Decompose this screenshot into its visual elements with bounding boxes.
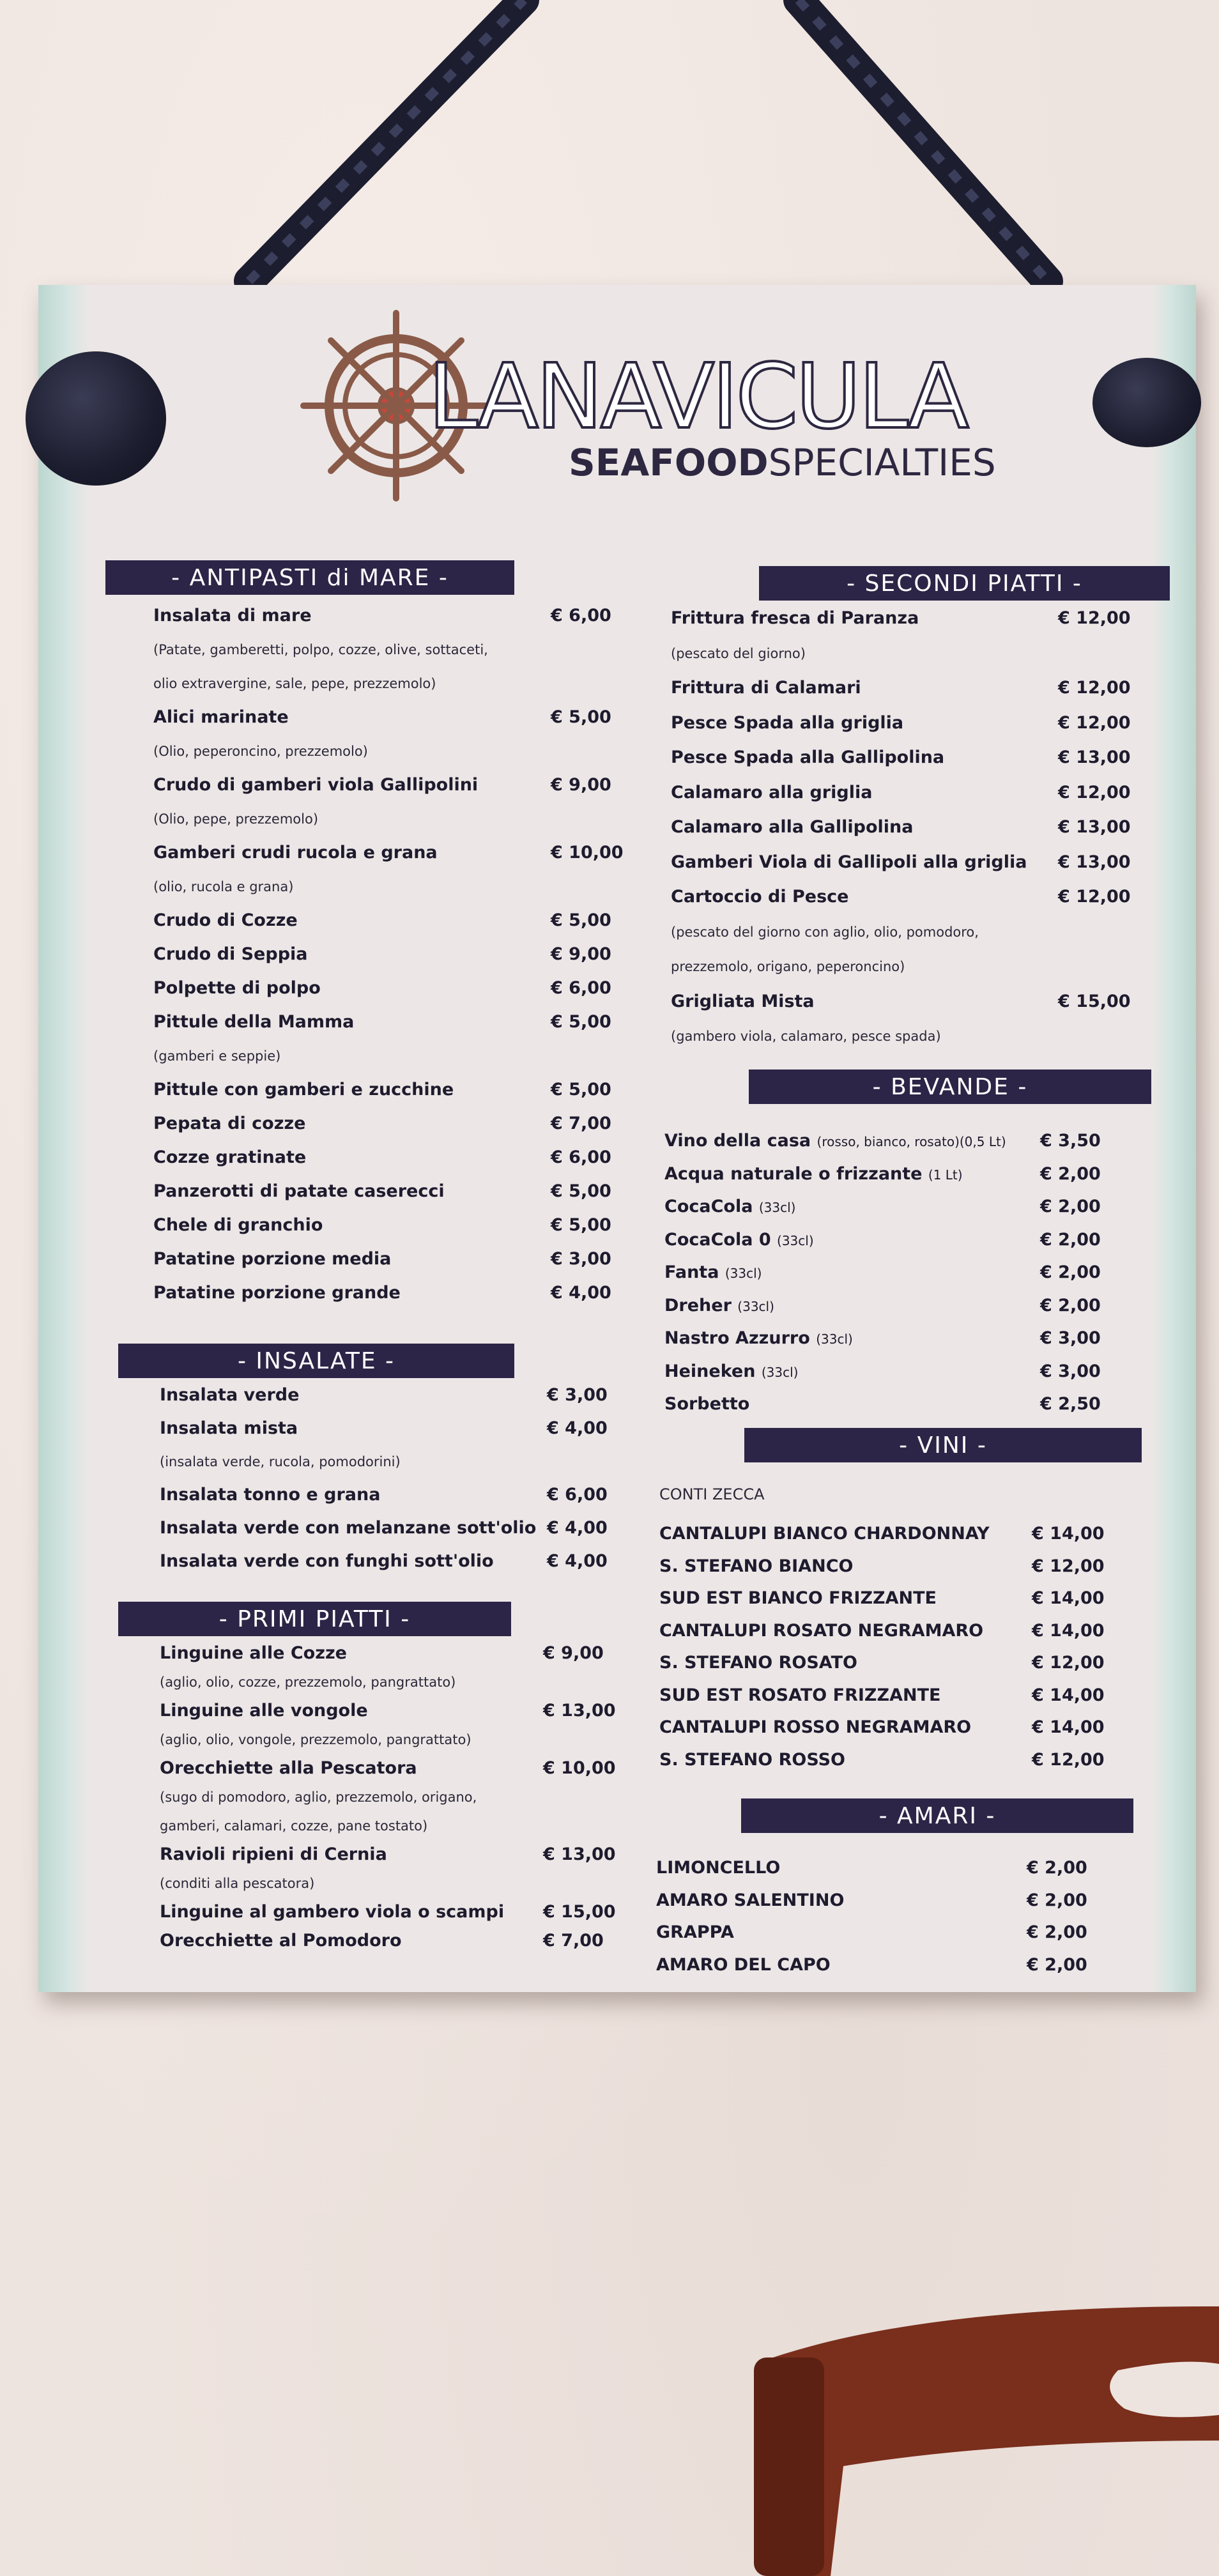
- menu-item-price: € 12,00: [1032, 1556, 1105, 1576]
- menu-item-price: € 14,00: [1032, 1717, 1105, 1737]
- menu-item-price: € 6,00: [547, 1485, 608, 1505]
- menu-item-price: € 3,00: [1040, 1361, 1101, 1381]
- menu-item-label: Dreher: [664, 1295, 732, 1315]
- menu-item-label: Insalata tonno e grana: [160, 1485, 381, 1505]
- wine-producer: CONTI ZECCA: [659, 1485, 765, 1503]
- menu-item-label: Pesce Spada alla griglia: [671, 712, 904, 733]
- menu-item-price: € 15,00: [543, 1902, 616, 1922]
- menu-item-name: [664, 1262, 762, 1282]
- menu-item-price: € 2,00: [1040, 1229, 1101, 1250]
- menu-item-label: Crudo di Cozze: [153, 910, 298, 930]
- menu-item-price: € 2,00: [1040, 1163, 1101, 1184]
- menu-item-name: [153, 775, 478, 795]
- menu-item-note: (aglio, olio, cozze, prezzemolo, pangrattato): [160, 1675, 456, 1690]
- menu-item-name: [160, 1701, 368, 1721]
- menu-item-label: Alici marinate: [153, 707, 289, 727]
- menu-item-price: € 5,00: [551, 1181, 611, 1201]
- menu-item-note: (Olio, peperoncino, prezzemolo): [153, 744, 368, 759]
- menu-item-note: gamberi, calamari, cozze, pane tostato): [160, 1818, 428, 1834]
- menu-item-label: Panzerotti di patate caserecci: [153, 1181, 445, 1201]
- logo-sub-bold: SEAFOOD: [569, 441, 769, 484]
- section-title-amari: - AMARI -: [741, 1798, 1133, 1833]
- menu-item-label: Ravioli ripieni di Cernia: [160, 1844, 387, 1864]
- menu-item-name: [664, 1131, 1006, 1151]
- menu-item-note: (pescato del giorno): [671, 645, 806, 661]
- menu-item-price: € 6,00: [551, 1147, 611, 1167]
- menu-item-name: [153, 843, 438, 862]
- menu-item-label: Crudo di Seppia: [153, 944, 308, 964]
- menu-item-name: [160, 1844, 387, 1864]
- menu-item-name: [671, 852, 1027, 872]
- seafood-illustration-left: [38, 285, 89, 1992]
- menu-item-label: Gamberi Viola di Gallipoli alla griglia: [671, 852, 1027, 872]
- menu-item-price: € 12,00: [1058, 678, 1131, 698]
- menu-item-label: Patatine porzione media: [153, 1249, 392, 1269]
- menu-item-name: [160, 1643, 347, 1663]
- menu-item-name: [153, 1012, 354, 1032]
- menu-item-price: € 10,00: [551, 843, 624, 862]
- menu-item-label: Sorbetto: [664, 1394, 750, 1414]
- menu-item-label: CocaCola: [664, 1197, 753, 1216]
- menu-item-size: (33cl): [761, 1364, 799, 1380]
- menu-item-note: (olio, rucola e grana): [153, 879, 294, 894]
- menu-item-label: LIMONCELLO: [656, 1858, 781, 1878]
- menu-item-price: € 4,00: [547, 1518, 608, 1538]
- menu-item-name: [160, 1518, 536, 1538]
- menu-item-label: Frittura di Calamari: [671, 678, 861, 698]
- menu-item-price: € 12,00: [1058, 712, 1131, 733]
- menu-item-name: [664, 1361, 798, 1381]
- menu-item-price: € 5,00: [551, 1080, 611, 1100]
- menu-item-note: (Olio, pepe, prezzemolo): [153, 811, 319, 827]
- menu-item-price: € 9,00: [551, 944, 611, 964]
- menu-item-label: CANTALUPI ROSATO NEGRAMARO: [659, 1620, 984, 1641]
- menu-item-price: € 12,00: [1058, 608, 1131, 628]
- menu-item-price: € 2,00: [1040, 1262, 1101, 1282]
- menu-item-name: [659, 1653, 857, 1673]
- menu-item-name: [671, 678, 861, 698]
- menu-item-label: Heineken: [664, 1361, 756, 1381]
- menu-item-price: € 12,00: [1058, 887, 1131, 907]
- menu-item-price: € 14,00: [1032, 1524, 1105, 1544]
- menu-item-name: [659, 1717, 971, 1737]
- menu-item-price: € 5,00: [551, 1215, 611, 1235]
- menu-item-label: Calamaro alla Gallipolina: [671, 817, 914, 837]
- menu-item-label: CocaCola 0: [664, 1229, 771, 1250]
- menu-item-note: (insalata verde, rucola, pomodorini): [160, 1454, 401, 1469]
- menu-item-note: olio extravergine, sale, pepe, prezzemolo): [153, 676, 436, 691]
- menu-item-name: [153, 1147, 306, 1167]
- menu-item-name: [659, 1556, 854, 1576]
- menu-item-price: € 3,50: [1040, 1131, 1101, 1151]
- menu-item-note: prezzemolo, origano, peperoncino): [671, 959, 905, 974]
- menu-item-label: Frittura fresca di Paranza: [671, 608, 919, 628]
- section-title-antipasti: - ANTIPASTI di MARE -: [105, 560, 514, 595]
- menu-item-size: (33cl): [724, 1266, 762, 1281]
- menu-item-name: [671, 783, 872, 802]
- menu-item-price: € 13,00: [1058, 852, 1131, 872]
- menu-item-name: [664, 1230, 814, 1250]
- menu-item-label: CANTALUPI BIANCO CHARDONNAY: [659, 1524, 990, 1544]
- menu-item-label: Linguine al gambero viola o scampi: [160, 1902, 505, 1922]
- menu-item-label: CANTALUPI ROSSO NEGRAMARO: [659, 1717, 972, 1737]
- menu-item-price: € 2,00: [1027, 1922, 1087, 1942]
- menu-item-label: AMARO DEL CAPO: [656, 1954, 831, 1975]
- menu-item-label: Grigliata Mista: [671, 991, 815, 1011]
- menu-item-name: [160, 1931, 402, 1951]
- menu-item-price: € 2,50: [1040, 1394, 1101, 1414]
- menu-item-label: Cartoccio di Pesce: [671, 887, 849, 907]
- menu-item-label: Orecchiette al Pomodoro: [160, 1931, 402, 1951]
- menu-item-label: Calamaro alla griglia: [671, 782, 873, 802]
- menu-item-name: [656, 1858, 780, 1878]
- wooden-chair: [735, 2294, 1219, 2576]
- menu-item-label: Acqua naturale o frizzante: [664, 1163, 923, 1184]
- menu-item-price: € 2,00: [1027, 1954, 1087, 1975]
- menu-item-note: (aglio, olio, vongole, prezzemolo, pangrattato): [160, 1732, 471, 1747]
- seafood-illustration-right: [1151, 285, 1196, 1992]
- menu-item-price: € 14,00: [1032, 1588, 1105, 1608]
- menu-item-name: [160, 1385, 299, 1405]
- menu-item-price: € 3,00: [551, 1249, 611, 1269]
- menu-item-name: [160, 1758, 417, 1778]
- menu-item-label: GRAPPA: [656, 1922, 734, 1942]
- menu-item-name: [664, 1197, 795, 1216]
- menu-item-name: [153, 707, 289, 727]
- menu-item-price: € 12,00: [1032, 1749, 1105, 1770]
- menu-item-price: € 10,00: [543, 1758, 616, 1778]
- menu-item-price: € 13,00: [1058, 747, 1131, 767]
- menu-item-name: [671, 887, 849, 907]
- menu-item-name: [160, 1485, 380, 1505]
- menu-item-price: € 7,00: [551, 1114, 611, 1133]
- menu-item-name: [656, 1922, 734, 1942]
- menu-item-name: [160, 1418, 298, 1438]
- menu-item-name: [659, 1588, 937, 1608]
- menu-item-label: Nastro Azzurro: [664, 1328, 810, 1348]
- logo-sub-light: SPECIALTIES: [768, 441, 996, 484]
- menu-item-size: (33cl): [737, 1298, 774, 1314]
- menu-item-size: (rosso, bianco, rosato)(0,5 Lt): [816, 1134, 1006, 1149]
- menu-item-name: [664, 1296, 774, 1315]
- restaurant-logo: [294, 300, 997, 530]
- menu-item-name: [153, 606, 312, 625]
- menu-item-name: [656, 1890, 844, 1910]
- menu-item-name: [671, 747, 944, 767]
- menu-item-price: € 2,00: [1027, 1890, 1087, 1910]
- menu-item-note: (pescato del giorno con aglio, olio, pomodoro,: [671, 924, 979, 940]
- menu-item-size: (1 Lt): [928, 1167, 963, 1183]
- menu-item-name: [656, 1955, 831, 1975]
- menu-item-label: Fanta: [664, 1262, 719, 1282]
- menu-item-note: (conditi alla pescatora): [160, 1876, 315, 1891]
- menu-item-name: [664, 1164, 963, 1184]
- menu-item-name: [153, 944, 308, 964]
- menu-item-label: S. STEFANO ROSATO: [659, 1653, 857, 1673]
- menu-item-price: € 5,00: [551, 910, 611, 930]
- menu-item-price: € 5,00: [551, 1012, 611, 1032]
- section-title-bevande: - BEVANDE -: [749, 1070, 1151, 1104]
- menu-item-name: [664, 1394, 749, 1414]
- menu-item-label: Pittule con gamberi e zucchine: [153, 1080, 454, 1100]
- menu-item-label: SUD EST ROSATO FRIZZANTE: [659, 1685, 941, 1705]
- menu-item-label: Crudo di gamberi viola Gallipolini: [153, 775, 479, 795]
- menu-item-label: Chele di granchio: [153, 1215, 323, 1235]
- menu-item-price: € 3,00: [1040, 1328, 1101, 1348]
- menu-item-name: [153, 1283, 401, 1303]
- menu-item-name: [671, 992, 815, 1011]
- menu-item-name: [659, 1524, 990, 1544]
- logo-subtitle: [569, 441, 996, 484]
- menu-item-name: [659, 1621, 983, 1641]
- menu-item-label: Vino della casa: [664, 1131, 811, 1151]
- menu-item-name: [153, 1181, 445, 1201]
- menu-item-price: € 5,00: [551, 707, 611, 727]
- menu-item-name: [153, 1215, 323, 1235]
- menu-item-price: € 12,00: [1058, 782, 1131, 802]
- menu-item-price: € 9,00: [551, 775, 611, 795]
- menu-item-size: (33cl): [758, 1200, 796, 1215]
- section-title-primi: - PRIMI PIATTI -: [118, 1602, 511, 1636]
- menu-item-note: (gambero viola, calamaro, pesce spada): [671, 1029, 941, 1044]
- menu-item-price: € 13,00: [1058, 817, 1131, 837]
- menu-item-name: [153, 978, 321, 998]
- menu-item-note: (sugo di pomodoro, aglio, prezzemolo, origano,: [160, 1790, 477, 1805]
- menu-item-label: Insalata verde con melanzane sott'olio: [160, 1518, 537, 1538]
- menu-item-name: [671, 817, 913, 837]
- menu-item-label: SUD EST BIANCO FRIZZANTE: [659, 1588, 937, 1608]
- menu-item-name: [153, 910, 298, 930]
- menu-item-label: Linguine alle Cozze: [160, 1643, 347, 1663]
- menu-item-price: € 2,00: [1040, 1197, 1101, 1216]
- logo-title: LANAVICULA: [428, 345, 967, 449]
- menu-item-name: [664, 1328, 853, 1348]
- menu-item-note: (Patate, gamberetti, polpo, cozze, olive, sottaceti,: [153, 642, 488, 657]
- menu-item-price: € 12,00: [1032, 1653, 1105, 1673]
- menu-item-name: [153, 1249, 391, 1269]
- menu-item-price: € 9,00: [543, 1643, 604, 1663]
- menu-item-label: Insalata mista: [160, 1418, 298, 1438]
- menu-item-name: [160, 1551, 494, 1571]
- menu-item-price: € 13,00: [543, 1844, 616, 1864]
- menu-item-name: [671, 713, 903, 733]
- menu-item-price: € 4,00: [547, 1418, 608, 1438]
- menu-item-label: Insalata verde con funghi sott'olio: [160, 1551, 494, 1571]
- menu-item-label: Pepata di cozze: [153, 1114, 306, 1133]
- menu-item-price: € 2,00: [1027, 1858, 1087, 1878]
- menu-item-price: € 7,00: [543, 1931, 604, 1951]
- menu-item-label: Orecchiette alla Pescatora: [160, 1758, 417, 1778]
- menu-item-size: (33cl): [816, 1331, 853, 1347]
- menu-item-name: [659, 1750, 845, 1770]
- menu-item-note: (gamberi e seppie): [153, 1048, 281, 1064]
- menu-item-label: Pesce Spada alla Gallipolina: [671, 747, 945, 767]
- menu-item-label: S. STEFANO ROSSO: [659, 1749, 845, 1770]
- menu-item-label: AMARO SALENTINO: [656, 1890, 845, 1910]
- menu-item-label: Linguine alle vongole: [160, 1701, 368, 1721]
- menu-item-price: € 3,00: [547, 1385, 608, 1405]
- menu-item-price: € 2,00: [1040, 1295, 1101, 1315]
- menu-item-name: [153, 1114, 305, 1133]
- menu-item-price: € 14,00: [1032, 1620, 1105, 1641]
- menu-item-price: € 4,00: [551, 1283, 611, 1303]
- menu-item-price: € 6,00: [551, 978, 611, 998]
- menu-item-label: Cozze gratinate: [153, 1147, 307, 1167]
- menu-item-name: [153, 1080, 454, 1100]
- menu-item-label: Gamberi crudi rucola e grana: [153, 843, 438, 862]
- menu-item-price: € 15,00: [1058, 991, 1131, 1011]
- rope-knot-left: [26, 351, 166, 486]
- menu-item-label: Insalata di mare: [153, 606, 312, 625]
- menu-item-price: € 14,00: [1032, 1685, 1105, 1705]
- menu-item-label: Insalata verde: [160, 1385, 300, 1405]
- menu-item-label: Pittule della Mamma: [153, 1012, 355, 1032]
- section-title-vini: - VINI -: [744, 1428, 1142, 1462]
- menu-item-label: Patatine porzione grande: [153, 1283, 401, 1303]
- section-title-insalate: - INSALATE -: [118, 1344, 514, 1378]
- menu-item-price: € 13,00: [543, 1701, 616, 1721]
- menu-item-size: (33cl): [777, 1232, 814, 1248]
- rope-knot-right: [1092, 358, 1201, 447]
- menu-item-name: [659, 1685, 940, 1705]
- menu-item-label: S. STEFANO BIANCO: [659, 1556, 854, 1576]
- section-title-secondi: - SECONDI PIATTI -: [759, 566, 1170, 601]
- menu-item-price: € 4,00: [547, 1551, 608, 1571]
- menu-item-name: [160, 1902, 504, 1922]
- menu-item-label: Polpette di polpo: [153, 978, 321, 998]
- menu-item-price: € 6,00: [551, 606, 611, 625]
- menu-item-name: [671, 608, 919, 628]
